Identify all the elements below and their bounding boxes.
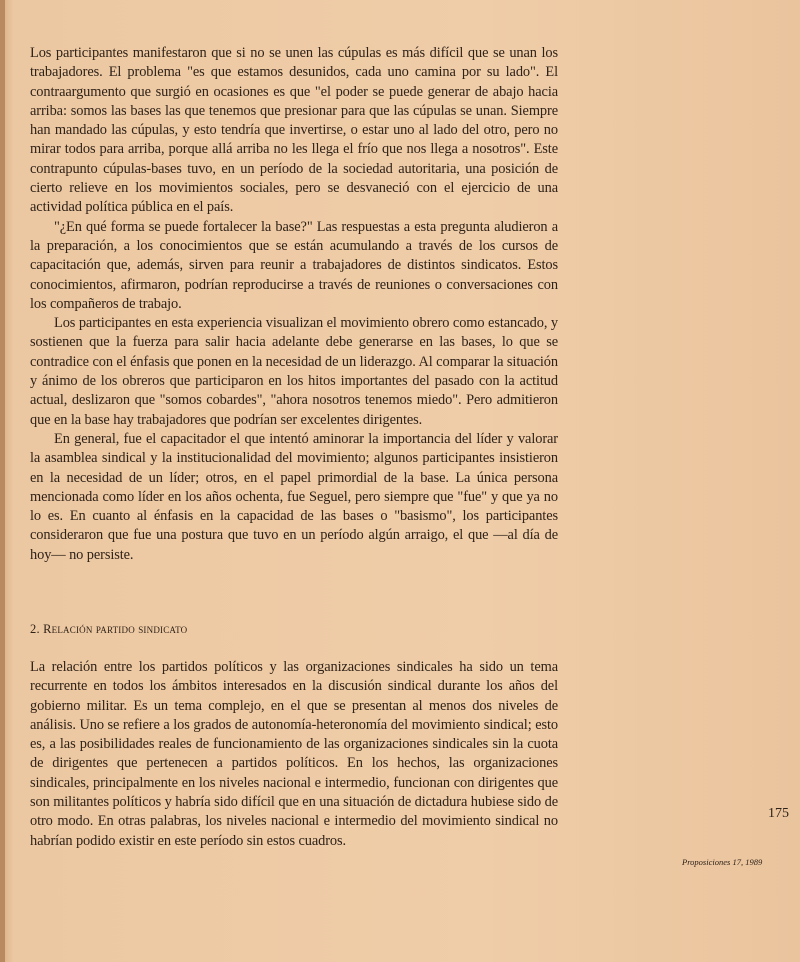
- body-paragraph-4: En general, fue el capacitador el que intentó aminorar la importancia del líder y valorar la asamblea sindical y la institucionalidad del movimiento; algunos participantes insistieron en la necesidad de un líder; otros, en el papel primordial de la base. La única persona mencionada como líder en los años ochenta, fue Seguel, pero siempre que "fue" y que ya no lo es. En cuanto al énfasis en la capacidad de las bases o "basismo", los participantes consideraron que fue una postura que tuvo en un período algún arraigo, el que —al día de hoy— no persiste.: [30, 430, 558, 563]
- section-2-paragraph-1: La relación entre los partidos políticos y las organizaciones sindicales ha sido un tema recurrente en todos los ámbitos interesados en la discusión sindical durante los años del gobierno militar. Es un tema complejo, en el que se presentan al menos dos niveles de análisis. Uno se refiere a los grados de autonomía-heteronomía del movimiento sindical; esto es, a las posibilidades reales de funcionamiento de las organizaciones sindicales sin la cuota de dirigentes que pertenecen a partidos políticos. En los hechos, las organizaciones sindicales, principalmente en los niveles nacional e intermedio, funcionan con dirigentes que son militantes políticos y habría sido difícil que en una situación de dictadura hubiese sido de otro modo. En otras palabras, los niveles nacional e intermedio del movimiento sindical no habrían podido existir en este período sin estos cuadros.: [30, 659, 558, 849]
- body-text: [30, 44, 558, 565]
- section-title: Relación partido sindicato: [43, 622, 188, 636]
- page-number: 175: [768, 806, 789, 821]
- body-paragraph-1: Los participantes manifestaron que si no se unen las cúpulas es más difícil que se unan los trabajadores. El problema "es que estamos desunidos, cada uno camina por su lado". El contraargumento que surgió en ocasiones es que "el poder se puede generar de abajo hacia arriba: somos las bases las que tenemos que presionar para que las cúpulas se unan. Siempre han mandado las cúpulas, y esto tendría que invertirse, o estar uno al lado del otro, pero no mirar todos para arriba, porque allá arriba no les llega el frío que nos llega a nosotros". Este contrapunto cúpulas-bases tuvo, en un período de la sociedad autoritaria, una posición de cierto relieve en los movimientos sociales, pero se desvaneció con el ejercicio de una actividad política pública en el país.: [30, 45, 558, 216]
- section-heading: [30, 622, 187, 637]
- body-paragraph-3: Los participantes en esta experiencia visualizan el movimiento obrero como estancado, y sostienen que la fuerza para salir hacia adelante debe generarse en las bases, lo que se contradice con el énfasis que ponen en la necesidad de un liderazgo. Al comparar la situación y ánimo de los obreros que participaron en los hitos importantes del pasado con la actitud actual, deslizaron que "somos cobardes", "ahora nosotros tenemos miedo". Pero admitieron que en la base hay trabajadores que podrían ser excelentes dirigentes.: [30, 315, 558, 428]
- body-paragraph-2: "¿En qué forma se puede fortalecer la base?" Las respuestas a esta pregunta aludieron a la preparación, a los conocimientos que se están acumulando a través de los cursos de capacitación que, además, sirven para reunir a trabajadores de distintos sindicatos. Estos conocimientos, afirmaron, podrían reproducirse a través de reuniones o conversaciones con los compañeros de trabajo.: [30, 218, 558, 312]
- section-2-text: [30, 658, 558, 851]
- section-number: 2.: [30, 622, 40, 636]
- running-foot: Proposiciones 17, 1989: [682, 857, 763, 867]
